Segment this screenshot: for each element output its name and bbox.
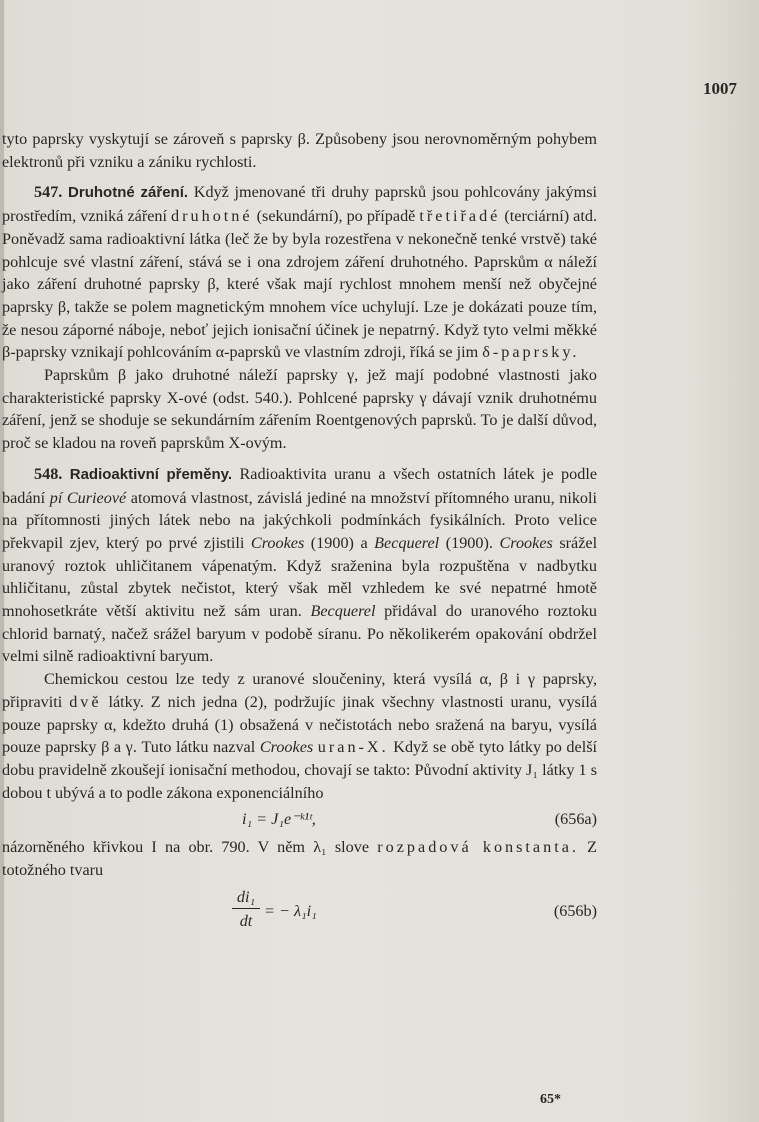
text-run: atomová vlastnost, závislá jediné na množství přítomného uranu, nikoli na přítomnosti jiných látek nebo na jakýchkoli podmínkách fysikálních. Proto velice překvapil zjev, který po prvé zjistili bbox=[2, 488, 597, 552]
text-run: Z totožného tvaru bbox=[2, 838, 598, 880]
fraction bbox=[232, 886, 260, 933]
spaced-term: třetiřadé bbox=[419, 207, 501, 226]
author-name: Crookes bbox=[250, 533, 305, 552]
equation-number: (656a) bbox=[554, 810, 597, 829]
paragraph bbox=[2, 668, 597, 804]
text-run: Když jmenované tři druhy paprsků jsou pohlcovány jakýmsi prostředím, vzniká záření bbox=[2, 183, 598, 226]
text-run: látky. Z nich jedna (2), podržujíc jinak všechny vlastnosti uranu, vysílá pouze paprsky α, kdežto druhá (1) obsažená v nečistotách nebo sražená na baryu, vysílá pouze paprsky β a γ. Tuto látku nazval bbox=[2, 692, 598, 757]
section-title: Radioaktivní přeměny. bbox=[69, 465, 233, 483]
paragraph bbox=[2, 128, 597, 173]
section-number: 548. bbox=[34, 464, 63, 483]
section-number: 547. bbox=[34, 183, 63, 202]
spaced-term: δ-paprsky. bbox=[482, 343, 580, 362]
equation-body: i₁ = J₁e⁻ᵏ¹ᵗ, bbox=[242, 810, 316, 829]
equation-number: (656b) bbox=[553, 901, 597, 920]
paragraph bbox=[2, 364, 597, 455]
spaced-term: druhotné bbox=[171, 207, 253, 226]
text-run: (1900). bbox=[445, 533, 493, 552]
equation-body: = − λ₁i₁ bbox=[264, 901, 317, 920]
spaced-term: dvě bbox=[69, 692, 102, 711]
section-title: Druhotné záření. bbox=[68, 184, 189, 202]
text-run: (sekundární), po případě bbox=[256, 207, 416, 226]
text-run: tyto paprsky vyskytují se zároveň s paprsky β. Způsobeny jsou nerovnoměrným pohybem elektronů při vzniku a zániku rychlosti. bbox=[2, 130, 597, 171]
text-run: (1900) a bbox=[310, 533, 368, 552]
spaced-term: uran-X. bbox=[317, 738, 389, 757]
text-run: Chemickou cestou lze tedy z uranové sloučeniny, která vysílá α, β i γ paprsky, připraviti bbox=[2, 670, 597, 711]
numerator: di₁ bbox=[232, 886, 260, 909]
paragraph bbox=[2, 836, 597, 881]
text-run: Paprskům β jako druhotné náleží paprsky γ, jež mají podobné vlastnosti jako charakteristické paprsky X-ové (odst. 540.). Pohlcené paprsky γ dávají vznik druhotnému záření, jenž se shoduje se sekundárním zářením Roentgenových paprsků. To je další důvod, proč se kladou na roveň paprskům X-ovým. bbox=[2, 366, 597, 453]
text-run: (terciární) atd. Poněvadž sama radioaktivní látka (leč že by byla rozestřena v nekonečně tenké vrstvě) také pohlcuje své vlastní záření, stává se i ona zdrojem záření druhotného. Paprskům α náleží jako záření druhotné paprsky β, které však mají rychlost mnohem menší než obyčejné paprsky β, takže se polem magnetickým mnohem více uchylují. Lze je dokázati pouze tím, že nesou záporné náboje, neboť jejich ionisační účinek je nepatrný. Když tyto velmi měkké β-paprsky vznikají pohlcováním α-paprsků ve vlastním zdroji, říká se jim bbox=[2, 207, 597, 362]
signature-mark: 65* bbox=[540, 1092, 561, 1107]
denominator: dt bbox=[239, 911, 253, 930]
text-run: srážel uranový roztok uhličitanem vápenatým. Když sraženina byla rozpuštěna v nadbytku uhličitanu, zůstal zbytek nečistot, který však měl vzhledem ke své nepatrné hmotě mnohosetkráte větší aktivitu než sám uran. bbox=[2, 533, 598, 621]
equation-656b bbox=[2, 886, 597, 942]
author-name: Crookes bbox=[259, 738, 314, 757]
body-text bbox=[2, 128, 597, 942]
spaced-term: rozpadová konstanta. bbox=[377, 838, 579, 857]
author-name: Crookes bbox=[499, 533, 553, 552]
section-547 bbox=[2, 181, 597, 364]
text-run: Radioaktivita uranu a všech ostatních látek je podle badání bbox=[2, 464, 598, 507]
section-548 bbox=[2, 463, 597, 668]
text-run: Když se obě tyto látky po delší dobu pravidelně zkoušejí ionisační methodou, chovají se takto: Původní aktivity J₁ látky 1 s dobou t ubývá a to podle zákona exponenciálního bbox=[2, 738, 598, 802]
author-name: Becquerel bbox=[374, 533, 440, 552]
author-name: Becquerel bbox=[310, 602, 376, 621]
author-name: pí Curieové bbox=[49, 488, 127, 507]
text-run: názorněného křivkou I na obr. 790. V něm λ₁ slove bbox=[2, 838, 370, 857]
page-number: 1007 bbox=[703, 79, 737, 98]
text-run: přidával do uranového roztoku chlorid barnatý, načež srážel baryum v podobě síranu. Po několikerém opakování obdržel velmi silně radioaktivní baryum. bbox=[2, 602, 598, 666]
equation-656a bbox=[2, 804, 597, 836]
